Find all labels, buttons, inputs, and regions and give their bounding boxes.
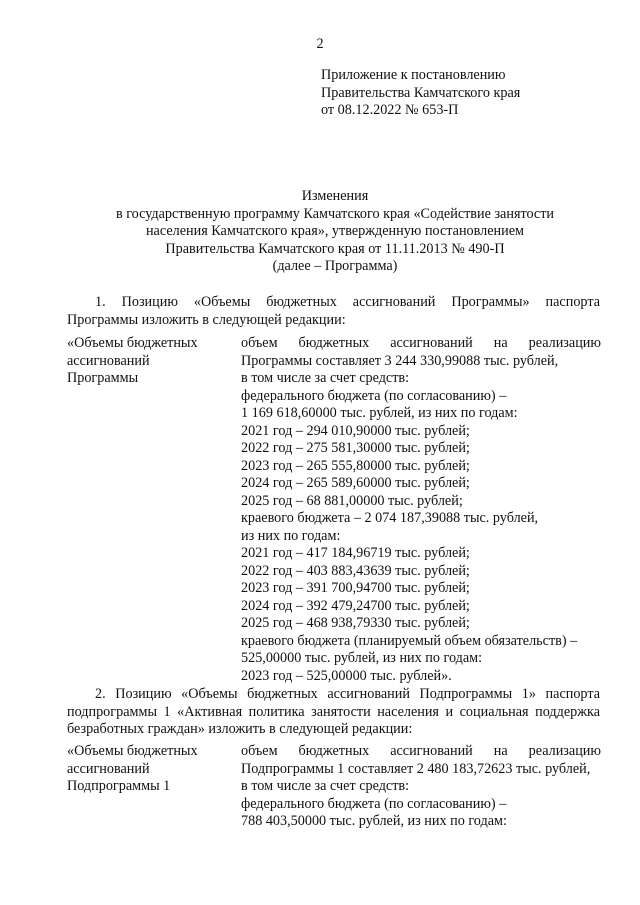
value-line: Программы составляет 3 244 330,99088 тыс. рублей,	[241, 352, 559, 369]
page-number: 2	[316, 36, 324, 52]
title-line: Изменения	[301, 188, 369, 204]
label-line: ассигнований	[67, 352, 150, 369]
value-line: Подпрограммы 1 составляет 2 480 183,72623 тыс. рублей,	[241, 760, 591, 777]
value-line: 2024 год – 265 589,60000 тыс. рублей;	[241, 475, 470, 491]
value-line: 2022 год – 403 883,43639 тыс. рублей;	[241, 562, 470, 579]
label-line: ассигнований	[67, 760, 150, 777]
appendix-line: от 08.12.2022 № 653-П	[321, 102, 459, 118]
value-line: федерального бюджета (по согласованию) –	[241, 795, 507, 812]
paragraph-line: подпрограммы 1 «Активная политика занятости населения и социальная поддержка	[67, 703, 600, 720]
value-line: 788 403,50000 тыс. рублей, из них по годам:	[241, 813, 507, 829]
value-line: 2024 год – 392 479,24700 тыс. рублей;	[241, 597, 470, 614]
table-2-value	[241, 743, 601, 831]
label-line: «Объемы бюджетных	[67, 335, 198, 351]
value-line: 2025 год – 468 938,79330 тыс. рублей;	[241, 615, 470, 631]
item-1-paragraph	[67, 294, 600, 329]
value-line: федерального бюджета (по согласованию) –	[241, 387, 507, 404]
appendix-line: Приложение к постановлению	[321, 67, 506, 83]
appendix-header	[321, 67, 621, 120]
title-line: Правительства Камчатского края от 11.11.2013 № 490-П	[165, 240, 505, 257]
value-line: краевого бюджета – 2 074 187,39088 тыс. рублей,	[241, 510, 539, 526]
paragraph-line: безработных граждан» изложить в следующей редакции:	[67, 721, 413, 737]
table-1-label	[67, 335, 232, 388]
paragraph-line: 2. Позицию «Объемы бюджетных ассигнований Подпрограммы 1» паспорта	[95, 686, 600, 702]
value-line: 2023 год – 391 700,94700 тыс. рублей;	[241, 580, 470, 596]
value-line: 2021 год – 294 010,90000 тыс. рублей;	[241, 422, 470, 439]
title-line: (далее – Программа)	[272, 258, 398, 274]
value-line: 2023 год – 265 555,80000 тыс. рублей;	[241, 457, 470, 474]
value-line: 2022 год – 275 581,30000 тыс. рублей;	[241, 440, 470, 456]
value-line: 1 169 618,60000 тыс. рублей, из них по годам:	[241, 405, 518, 421]
value-line: 2021 год – 417 184,96719 тыс. рублей;	[241, 545, 470, 561]
title-line: населения Камчатского края», утвержденную постановлением	[145, 223, 525, 239]
value-line: 525,00000 тыс. рублей, из них по годам:	[241, 650, 483, 666]
title-line: в государственную программу Камчатского края «Содействие занятости	[115, 205, 555, 222]
value-line: в том числе за счет средств:	[241, 778, 410, 794]
value-line: краевого бюджета (планируемый объем обязательств) –	[241, 632, 578, 649]
label-line: «Объемы бюджетных	[67, 743, 198, 759]
label-line: Программы	[67, 370, 139, 386]
item-2-paragraph	[67, 686, 600, 739]
value-line: 2023 год – 525,00000 тыс. рублей».	[241, 667, 452, 684]
value-line: в том числе за счет средств:	[241, 370, 410, 386]
value-line: из них по годам:	[241, 527, 341, 544]
paragraph-line: 1. Позицию «Объемы бюджетных ассигнований Программы» паспорта	[95, 294, 600, 310]
value-line: объем бюджетных ассигнований на реализацию	[241, 743, 601, 759]
document-title	[40, 188, 630, 276]
value-line: объем бюджетных ассигнований на реализацию	[241, 335, 601, 351]
value-line: 2025 год – 68 881,00000 тыс. рублей;	[241, 492, 463, 509]
appendix-line: Правительства Камчатского края	[321, 84, 521, 101]
table-2-label	[67, 743, 232, 796]
paragraph-line: Программы изложить в следующей редакции:	[67, 311, 346, 328]
label-line: Подпрограммы 1	[67, 778, 171, 794]
table-1-value	[241, 335, 601, 685]
